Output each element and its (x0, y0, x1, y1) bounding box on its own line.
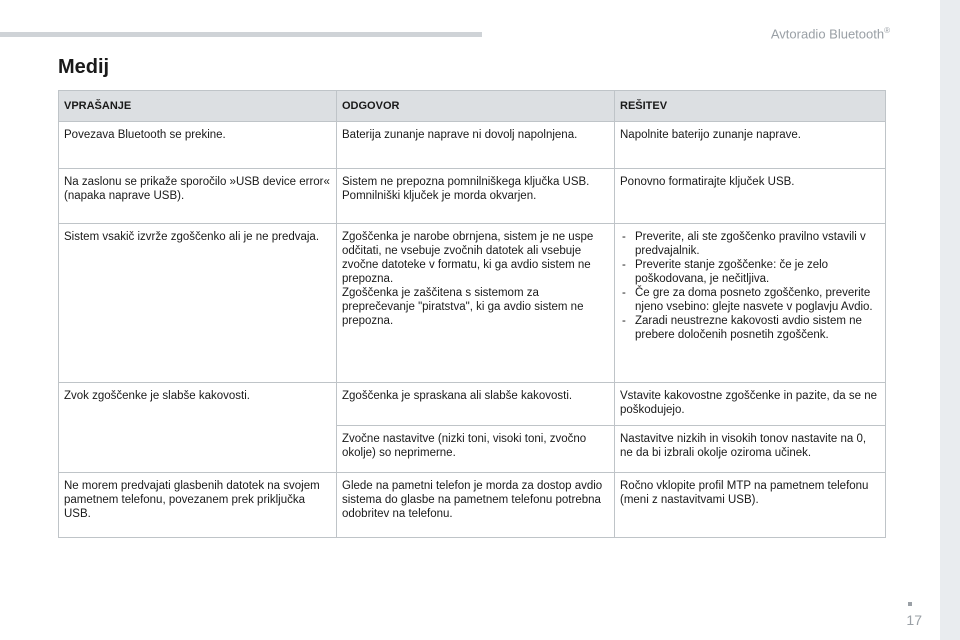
question-cell: Sistem vsakič izvrže zgoščenko ali je ne predvaja. (59, 224, 337, 383)
answer-cell (337, 224, 615, 383)
table-row (59, 169, 886, 224)
solution-item: - Preverite, ali ste zgoščenko pravilno vstavili v predvajalnik. (620, 230, 879, 258)
column-header-answer: ODGOVOR (337, 91, 615, 122)
page-marker-dot (908, 602, 912, 606)
table-row (59, 473, 886, 538)
column-header-solution: REŠITEV (615, 91, 886, 122)
question-cell: Ne morem predvajati glasbenih datotek na svojem pametnem telefonu, povezanem prek priključka USB. (59, 473, 337, 538)
solution-item: - Zaradi neustrezne kakovosti avdio sistem ne prebere določenih posnetih zgoščenk. (620, 314, 879, 342)
solution-item: - Če gre za doma posneto zgoščenko, preverite njeno vsebino: glejte nasvete v poglavju Avdio. (620, 286, 879, 314)
solution-cell (615, 224, 886, 383)
solution-item: - Preverite stanje zgoščenke: če je zelo poškodovana, je nečitljiva. (620, 258, 879, 286)
answer-cell (337, 169, 615, 224)
answer-line: Zgoščenka je narobe obrnjena, sistem je ne uspe odčitati, ne vsebuje zvočnih datotek ali vsebuje zvočne datoteke v formatu, ki ga avdio sistem ne prepozna. (342, 231, 594, 285)
answer-cell: Baterija zunanje naprave ni dovolj napolnjena. (337, 122, 615, 169)
table-row (59, 383, 886, 426)
section-header (771, 26, 890, 41)
solution-list (620, 230, 879, 342)
solution-cell: Ročno vklopite profil MTP na pametnem telefonu (meni z nastavitvami USB). (615, 473, 886, 538)
answer-cell: Zvočne nastavitve (nizki toni, visoki toni, zvočno okolje) so neprimerne. (337, 426, 615, 473)
solution-cell: Nastavitve nizkih in visokih tonov nastavite na 0, ne da bi izbrali okolje oziroma učinek. (615, 426, 886, 473)
table-row (59, 122, 886, 169)
solution-cell: Vstavite kakovostne zgoščenke in pazite, da se ne poškodujejo. (615, 383, 886, 426)
page-number: 17 (906, 612, 922, 628)
answer-line: Sistem ne prepozna pomnilniškega ključka USB. (342, 176, 590, 188)
solution-cell: Ponovno formatirajte ključek USB. (615, 169, 886, 224)
column-header-question: VPRAŠANJE (59, 91, 337, 122)
table-header-row (59, 91, 886, 122)
table-row (59, 224, 886, 383)
question-cell: Povezava Bluetooth se prekine. (59, 122, 337, 169)
question-cell: Na zaslonu se prikaže sporočilo »USB device error« (napaka naprave USB). (59, 169, 337, 224)
registered-mark: ® (884, 26, 890, 35)
answer-line: Pomnilniški ključek je morda okvarjen. (342, 190, 537, 202)
side-band (940, 0, 960, 640)
answer-line: Zgoščenka je zaščitena s sistemom za preprečevanje "piratstva", ki ga avdio sistem ne prepozna. (342, 287, 584, 327)
solution-cell: Napolnite baterijo zunanje naprave. (615, 122, 886, 169)
answer-cell: Zgoščenka je spraskana ali slabše kakovosti. (337, 383, 615, 426)
section-title: Avtoradio Bluetooth (770, 26, 885, 42)
top-rule (0, 32, 482, 37)
answer-cell: Glede na pametni telefon je morda za dostop avdio sistema do glasbe na pametnem telefonu potrebna odobritev na telefonu. (337, 473, 615, 538)
question-cell: Zvok zgoščenke je slabše kakovosti. (59, 383, 337, 473)
page-title: Medij (58, 56, 110, 78)
troubleshooting-table (58, 90, 886, 538)
